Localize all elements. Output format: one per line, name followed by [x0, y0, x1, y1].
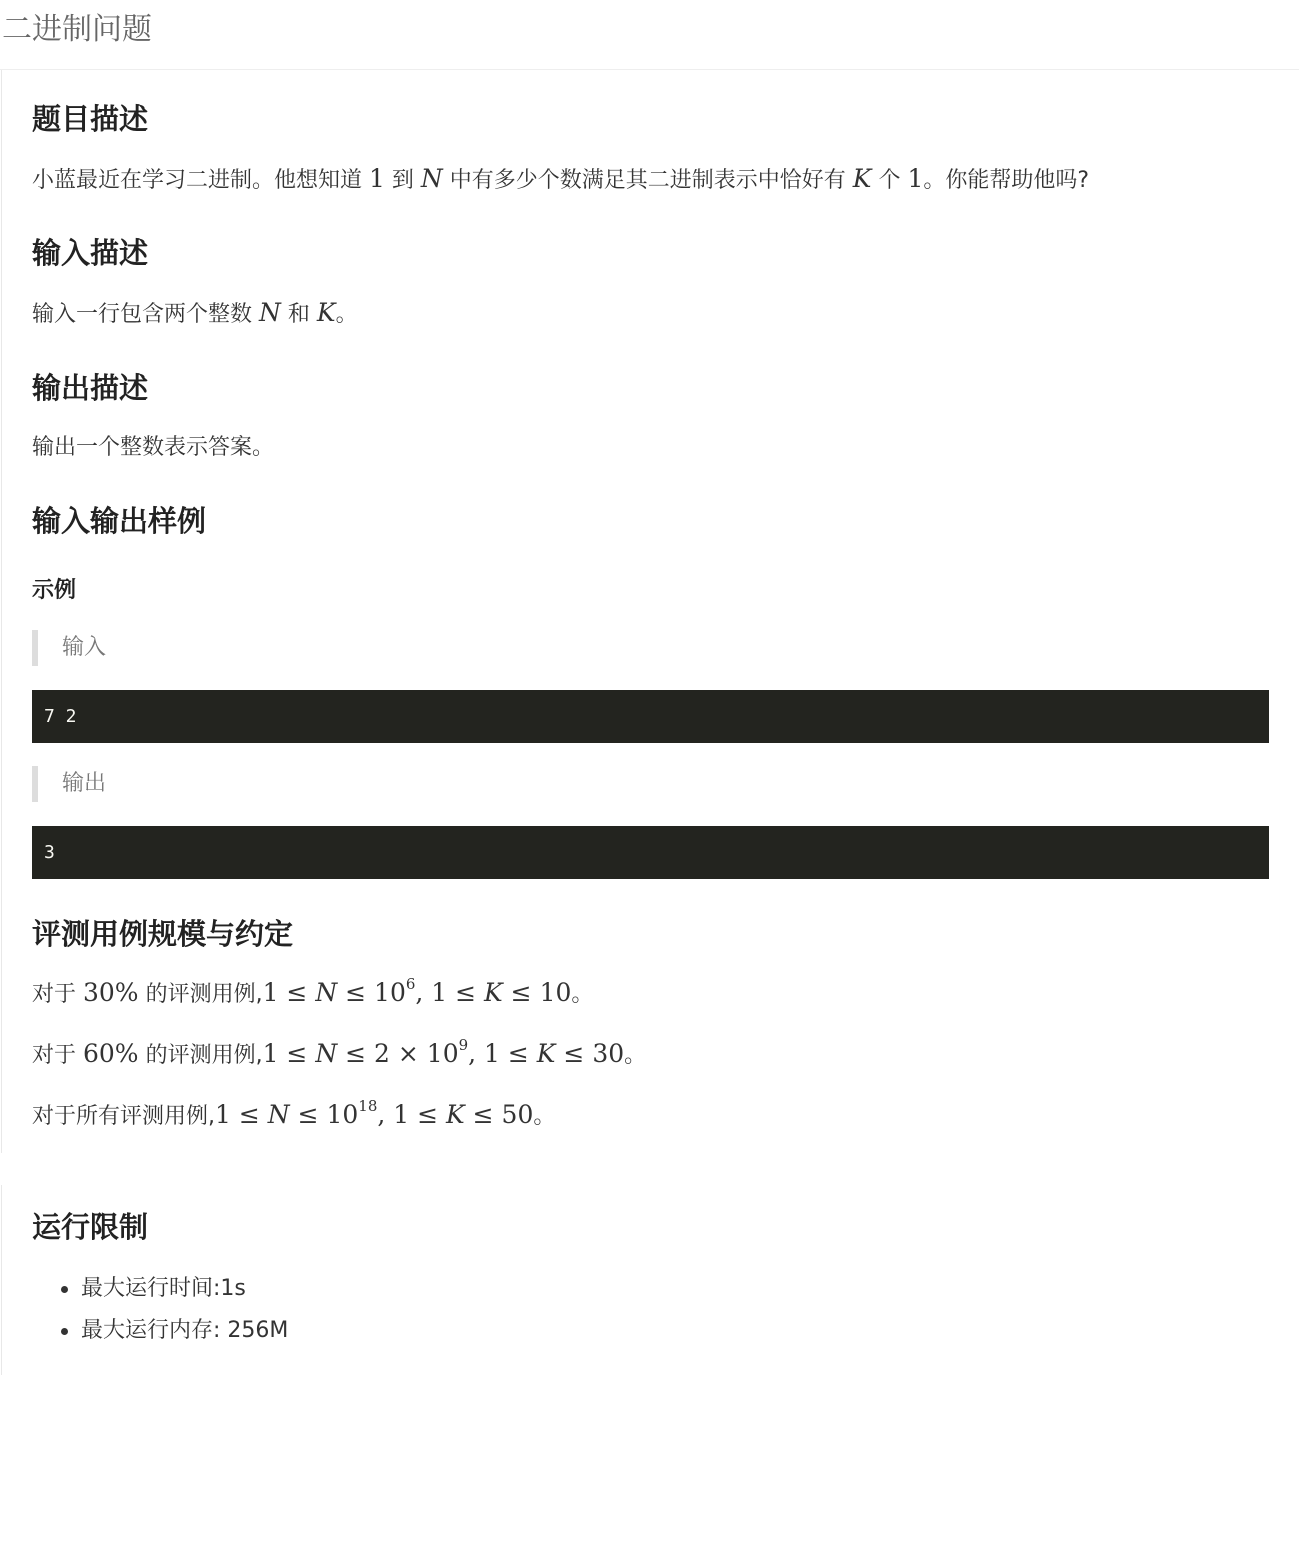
description-heading: 题目描述: [32, 102, 149, 136]
constraint-math: $1 \le N \le 2 \times 10^9$, 1 ≤ K ≤ 30: [262, 1035, 625, 1068]
math-var-n: N: [420, 164, 443, 193]
limit-item-memory: 最大运行内存: 256M: [32, 1310, 288, 1352]
example-label: 示例: [32, 578, 77, 603]
page-title: 二进制问题: [2, 12, 152, 47]
math-var-k: K: [852, 164, 872, 193]
math-one: 1: [907, 164, 924, 193]
title-divider: [0, 69, 1299, 70]
sample-input-label: 输入: [32, 630, 532, 666]
limits-list: [32, 1268, 288, 1352]
constraint-math: $1 \le N \le 10^6$, 1 ≤ K ≤ 10: [262, 974, 572, 1007]
description-text: 小蓝最近在学习二进制。他想知道 1 到 N 中有多少个数满足其二进制表示中恰好有 K 个 1。你能帮助他吗?: [32, 164, 1090, 193]
constraints-heading: 评测用例规模与约定: [32, 917, 294, 951]
constraint-math: $1 \le N \le 10^{18}$, 1 ≤ K ≤ 50: [215, 1096, 534, 1129]
sample-output-code: 3: [32, 826, 1269, 879]
math-var-k: K: [316, 298, 336, 327]
sample-output-label: 输出: [32, 766, 532, 802]
limits-heading: 运行限制: [32, 1210, 149, 1244]
constraint-row: 对于 30% 的评测用例$,1 \le N \le 10^6$, 1 ≤ K ≤ 10。: [32, 974, 594, 1007]
input-description-heading: 输入描述: [32, 236, 149, 270]
limits-card-border: [1, 1185, 2, 1375]
math-one: 1: [369, 164, 385, 193]
input-description-text: 输入一行包含两个整数 N 和 K。: [32, 298, 358, 327]
math-var-n: N: [259, 298, 281, 327]
samples-heading: 输入输出样例: [32, 504, 207, 538]
constraint-row: 对于所有评测用例$,1 \le N \le 10^{18}$, 1 ≤ K ≤ 50。: [32, 1096, 556, 1129]
limit-item-time: 最大运行时间:1s: [32, 1268, 288, 1310]
output-description-heading: 输出描述: [32, 371, 149, 405]
sample-input-code: 7 2: [32, 690, 1269, 743]
bullet-icon: [61, 1328, 68, 1335]
bullet-icon: [61, 1286, 68, 1293]
output-description-text: 输出一个整数表示答案。: [32, 435, 275, 460]
constraint-row: 对于 60% 的评测用例$,1 \le N \le 2 \times 10^9$, 1 ≤ K ≤ 30。: [32, 1035, 647, 1068]
problem-card-border: [1, 70, 2, 1153]
